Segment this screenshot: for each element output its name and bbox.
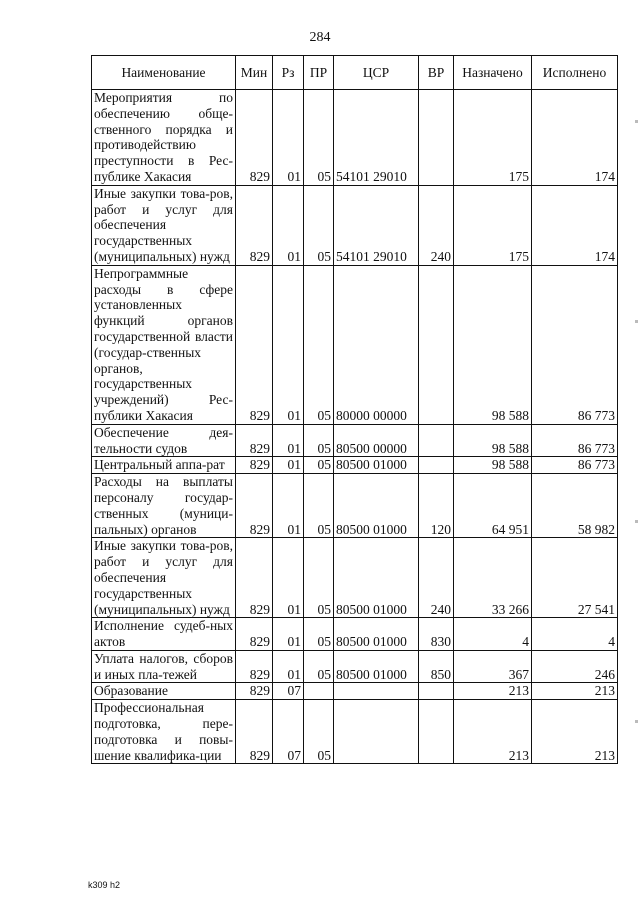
- table-row: [92, 265, 618, 424]
- cell-vr: 120: [419, 474, 454, 538]
- cell-csr: 54101 29010: [334, 185, 419, 265]
- scan-edge-mark: [635, 720, 638, 723]
- table-row: [92, 700, 618, 764]
- cell-pr: 05: [304, 618, 334, 651]
- cell-executed: 213: [532, 683, 618, 700]
- cell-assigned: 98 588: [454, 457, 532, 474]
- cell-rz: 01: [273, 457, 304, 474]
- cell-csr: 80500 01000: [334, 538, 419, 618]
- cell-min: 829: [236, 650, 273, 683]
- cell-vr: [419, 90, 454, 186]
- cell-assigned: 213: [454, 683, 532, 700]
- cell-assigned: 175: [454, 185, 532, 265]
- cell-csr: 80500 00000: [334, 424, 419, 457]
- cell-executed: 86 773: [532, 424, 618, 457]
- header-assigned: Назначено: [454, 56, 532, 90]
- table-row: [92, 474, 618, 538]
- cell-name: Обеспечение дея-тельности судов: [92, 424, 236, 457]
- table-row: [92, 90, 618, 186]
- cell-min: 829: [236, 457, 273, 474]
- cell-rz: 01: [273, 424, 304, 457]
- cell-vr: 830: [419, 618, 454, 651]
- table-row: [92, 650, 618, 683]
- cell-assigned: 33 266: [454, 538, 532, 618]
- cell-rz: 01: [273, 538, 304, 618]
- cell-rz: 01: [273, 90, 304, 186]
- cell-executed: 4: [532, 618, 618, 651]
- cell-assigned: 213: [454, 700, 532, 764]
- cell-name: Образование: [92, 683, 236, 700]
- cell-vr: [419, 683, 454, 700]
- cell-min: 829: [236, 700, 273, 764]
- cell-pr: 05: [304, 474, 334, 538]
- cell-name: Профессиональная подготовка, пере-подготовка и повы-шение квалифика-ции: [92, 700, 236, 764]
- cell-name: Расходы на выплаты персоналу государ-ственных (муници-пальных) органов: [92, 474, 236, 538]
- cell-vr: [419, 424, 454, 457]
- page-number: 284: [309, 30, 331, 45]
- cell-min: 829: [236, 538, 273, 618]
- cell-executed: 174: [532, 90, 618, 186]
- table-body: [92, 90, 618, 764]
- cell-name: Исполнение судеб-ных актов: [92, 618, 236, 651]
- budget-table: [91, 55, 618, 764]
- cell-assigned: 98 588: [454, 424, 532, 457]
- cell-executed: 246: [532, 650, 618, 683]
- cell-name: Центральный аппа-рат: [92, 457, 236, 474]
- cell-csr: 54101 29010: [334, 90, 419, 186]
- cell-name: Непрограммные расходы в сфере установленных функций органов государственной власти (государ-ственных органов, государственных учреждений) Рес-публики Хакасия: [92, 265, 236, 424]
- cell-executed: 58 982: [532, 474, 618, 538]
- cell-csr: [334, 700, 419, 764]
- cell-executed: 27 541: [532, 538, 618, 618]
- cell-pr: 05: [304, 700, 334, 764]
- cell-csr: 80500 01000: [334, 650, 419, 683]
- table-header-row: [92, 56, 618, 90]
- cell-executed: 213: [532, 700, 618, 764]
- scan-edge-mark: [635, 520, 638, 523]
- cell-csr: 80500 01000: [334, 457, 419, 474]
- header-pr: ПР: [304, 56, 334, 90]
- cell-rz: 01: [273, 185, 304, 265]
- cell-executed: 86 773: [532, 265, 618, 424]
- header-vr: ВР: [419, 56, 454, 90]
- cell-min: 829: [236, 265, 273, 424]
- cell-rz: 01: [273, 618, 304, 651]
- header-rz: Рз: [273, 56, 304, 90]
- header-csr: ЦСР: [334, 56, 419, 90]
- table-row: [92, 618, 618, 651]
- header-name: Наименование: [92, 56, 236, 90]
- cell-pr: [304, 683, 334, 700]
- scan-edge-mark: [635, 320, 638, 323]
- cell-pr: 05: [304, 185, 334, 265]
- cell-rz: 01: [273, 474, 304, 538]
- cell-pr: 05: [304, 538, 334, 618]
- cell-vr: 240: [419, 538, 454, 618]
- cell-min: 829: [236, 424, 273, 457]
- cell-vr: [419, 457, 454, 474]
- cell-rz: 07: [273, 700, 304, 764]
- cell-csr: 80500 01000: [334, 618, 419, 651]
- cell-name: Иные закупки това-ров, работ и услуг для обеспечения государственных (муниципальных) нужд: [92, 538, 236, 618]
- header-executed: Исполнено: [532, 56, 618, 90]
- cell-name: Мероприятия по обеспечению обще-ственного порядка и противодействию преступности в Рес-публике Хакасия: [92, 90, 236, 186]
- cell-name: Иные закупки това-ров, работ и услуг для обеспечения государственных (муниципальных) нужд: [92, 185, 236, 265]
- cell-vr: 240: [419, 185, 454, 265]
- cell-rz: 01: [273, 265, 304, 424]
- table-row: [92, 457, 618, 474]
- cell-pr: 05: [304, 457, 334, 474]
- cell-name: Уплата налогов, сборов и иных пла-тежей: [92, 650, 236, 683]
- cell-csr: 80500 01000: [334, 474, 419, 538]
- cell-min: 829: [236, 618, 273, 651]
- cell-csr: [334, 683, 419, 700]
- cell-vr: 850: [419, 650, 454, 683]
- cell-min: 829: [236, 683, 273, 700]
- table-row: [92, 683, 618, 700]
- cell-assigned: 64 951: [454, 474, 532, 538]
- cell-csr: 80000 00000: [334, 265, 419, 424]
- cell-min: 829: [236, 185, 273, 265]
- table-row: [92, 185, 618, 265]
- cell-assigned: 175: [454, 90, 532, 186]
- cell-vr: [419, 700, 454, 764]
- cell-min: 829: [236, 90, 273, 186]
- cell-executed: 86 773: [532, 457, 618, 474]
- footer-code: k309 h2: [88, 880, 121, 890]
- cell-rz: 01: [273, 650, 304, 683]
- header-min: Мин: [236, 56, 273, 90]
- cell-vr: [419, 265, 454, 424]
- cell-assigned: 367: [454, 650, 532, 683]
- cell-min: 829: [236, 474, 273, 538]
- cell-rz: 07: [273, 683, 304, 700]
- cell-assigned: 4: [454, 618, 532, 651]
- cell-pr: 05: [304, 424, 334, 457]
- cell-pr: 05: [304, 650, 334, 683]
- scan-edge-mark: [635, 120, 638, 123]
- cell-pr: 05: [304, 265, 334, 424]
- cell-executed: 174: [532, 185, 618, 265]
- table-row: [92, 538, 618, 618]
- cell-pr: 05: [304, 90, 334, 186]
- table-row: [92, 424, 618, 457]
- cell-assigned: 98 588: [454, 265, 532, 424]
